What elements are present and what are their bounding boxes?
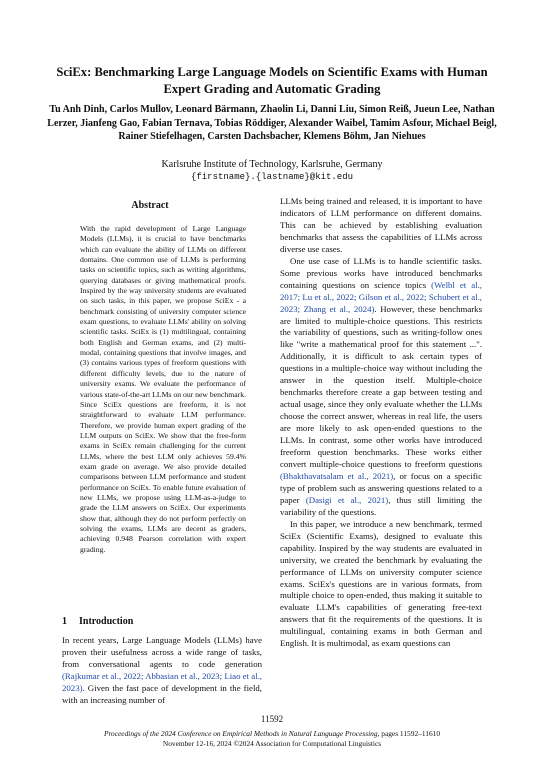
author-list: Tu Anh Dinh, Carlos Mullov, Leonard Bärmann, Zhaolin Li, Danni Liu, Simon Reiß, Jueun Lee, Nathan Lerzer, Jianfeng Gao, Fabian Ternava, Tobias Röddiger, Alexander Waibel, Tamim Asfour, Michael Beigl, Rainer Stiefelhagen, Carsten Dachsbacher, Klemens Böhm, Jan Niehues (47, 104, 497, 143)
proceedings-line (0, 729, 544, 739)
citation-link[interactable]: (Bhakthavatsalam et al., 2021) (280, 470, 394, 481)
proceedings-date: November 12-16, 2024 ©2024 Association for Computational Linguistics (162, 739, 382, 748)
section-title: Introduction (79, 616, 134, 627)
right-column (280, 196, 482, 650)
section-number: 1 (62, 616, 67, 627)
section-heading-introduction (62, 616, 145, 627)
citation-link[interactable]: (Rajkumar et al., 2022; Abbasian et al., 2023; Liao et al., 2023) (62, 671, 262, 693)
paragraph-text: , thus still limiting the variability of the questions. (280, 494, 482, 517)
paragraph: In this paper, we introduce a new benchmark, termed SciEx (Scientific Exams), designed to evaluate this capability. Inspired by the way students are evaluated in university, we created the benchmark by evaluating the performance of LLMs on university computer science exams. SciEx's questions are in various formats, from multiple choice to open-ended, thus making it suitable to evaluate LLM's capabilities of generating free-text answers that fit the requirements of the questions. It is multilingual, containing exams in both German and English. It is multimodal, as exam questions can (280, 518, 482, 649)
paragraph-text: One use case of LLMs is to handle scientific tasks. Some previous works have introduced benchmarks containing questions on science topics (280, 255, 482, 290)
paragraph: LLMs being trained and released, it is important to have indicators of LLM performance on different domains. This can be achieved by establishing evaluation benchmarks that assess the capabilities of LLMs across diverse use cases. (280, 196, 482, 254)
paragraph-text: , or focus on a specific type of problem such as answering questions related to a paper (280, 470, 482, 505)
citation-link[interactable]: (Welbl et al., 2017; Lu et al., 2022; Gilson et al., 2022; Schubert et al., 2023; Zhang et al., 2024) (280, 279, 483, 314)
paragraph (280, 256, 482, 519)
affiliation: Karlsruhe Institute of Technology, Karlsruhe, Germany (161, 159, 383, 170)
abstract-text: With the rapid development of Large Language Models (LLMs), it is crucial to have benchmarks which can evaluate the ability of LLMs on different domains. One common use of LLMs is performing tasks on scientific topics, such as writing algorithms, querying databases or giving mathematical proofs. Inspired by the way university students are evaluated on such tasks, in this paper, we propose SciEx - a benchmark consisting of university computer science exam questions, to evaluate LLMs' ability on solving scientific tasks. SciEx is (1) multilingual, containing both English and German exams, and (2) multi-modal, containing questions that involve images, and (3) contains various types of freeform questions with different difficulty levels, due to the nature of university exams. We evaluate the performance of various state-of-the-art LLMs on our new benchmark. Since SciEx questions are freeform, it is not straightforward to evaluate LLM performance. Therefore, we provide human expert grading of the LLM outputs on SciEx. We show that the free-form exams in SciEx remain challenging for the current LLMs, where the best LLM only achieves 59.4% exam grade on average. We also provide detailed comparisons between LLM performance and student performance on SciEx. To enable future evaluation of new LLMs, we propose using LLM-as-a-judge to grade the LLM answers on SciEx. Our experiments show that, although they do not perform perfectly on solving the exams, LLMs are decent as graders, achieving 0.948 Pearson correlation with expert grading. (80, 224, 246, 554)
paragraph-text: . However, these benchmarks are limited to multiple-choice questions. This restricts the variability of questions, such as writing-follow ones like "write a mathematical proof for this statement ...". Additionally, it is difficult to ask certain types of questions in a multiple-choice way without including the answer in the question itself. Multiple-choice benchmarks therefore create a gap between testing and actual usage, since they only evaluate whether the LLMs choose the correct answer, whereas in real life, the users are more likely to ask open-ended questions to the LLMs. In contrast, some other works have introduced freeform question benchmarks. These works either convert multiple-choice questions to freeform questions (280, 303, 482, 469)
intro-text: . Given the fast pace of development in the field, with an increasing number of (62, 683, 262, 705)
intro-text: In recent years, Large Language Models (LLMs) have proven their usefulness across a wide range of tasks, from conversational agents to code generation (62, 635, 262, 669)
paper-title: SciEx: Benchmarking Large Language Models on Scientific Exams with Human Expert Grading and Automatic Grading (56, 65, 488, 96)
proceedings-footer (0, 729, 544, 749)
abstract-heading: Abstract (131, 200, 169, 211)
intro-paragraph (62, 634, 262, 706)
proceedings-pages: , pages 11592–11610 (377, 729, 441, 738)
page-number: 11592 (260, 714, 284, 724)
proceedings-title: Proceedings of the 2024 Conference on Empirical Methods in Natural Language Processing (103, 729, 378, 738)
citation-link[interactable]: (Dasigi et al., 2021) (305, 494, 389, 505)
author-email: {firstname}.{lastname}@kit.edu (190, 172, 354, 182)
